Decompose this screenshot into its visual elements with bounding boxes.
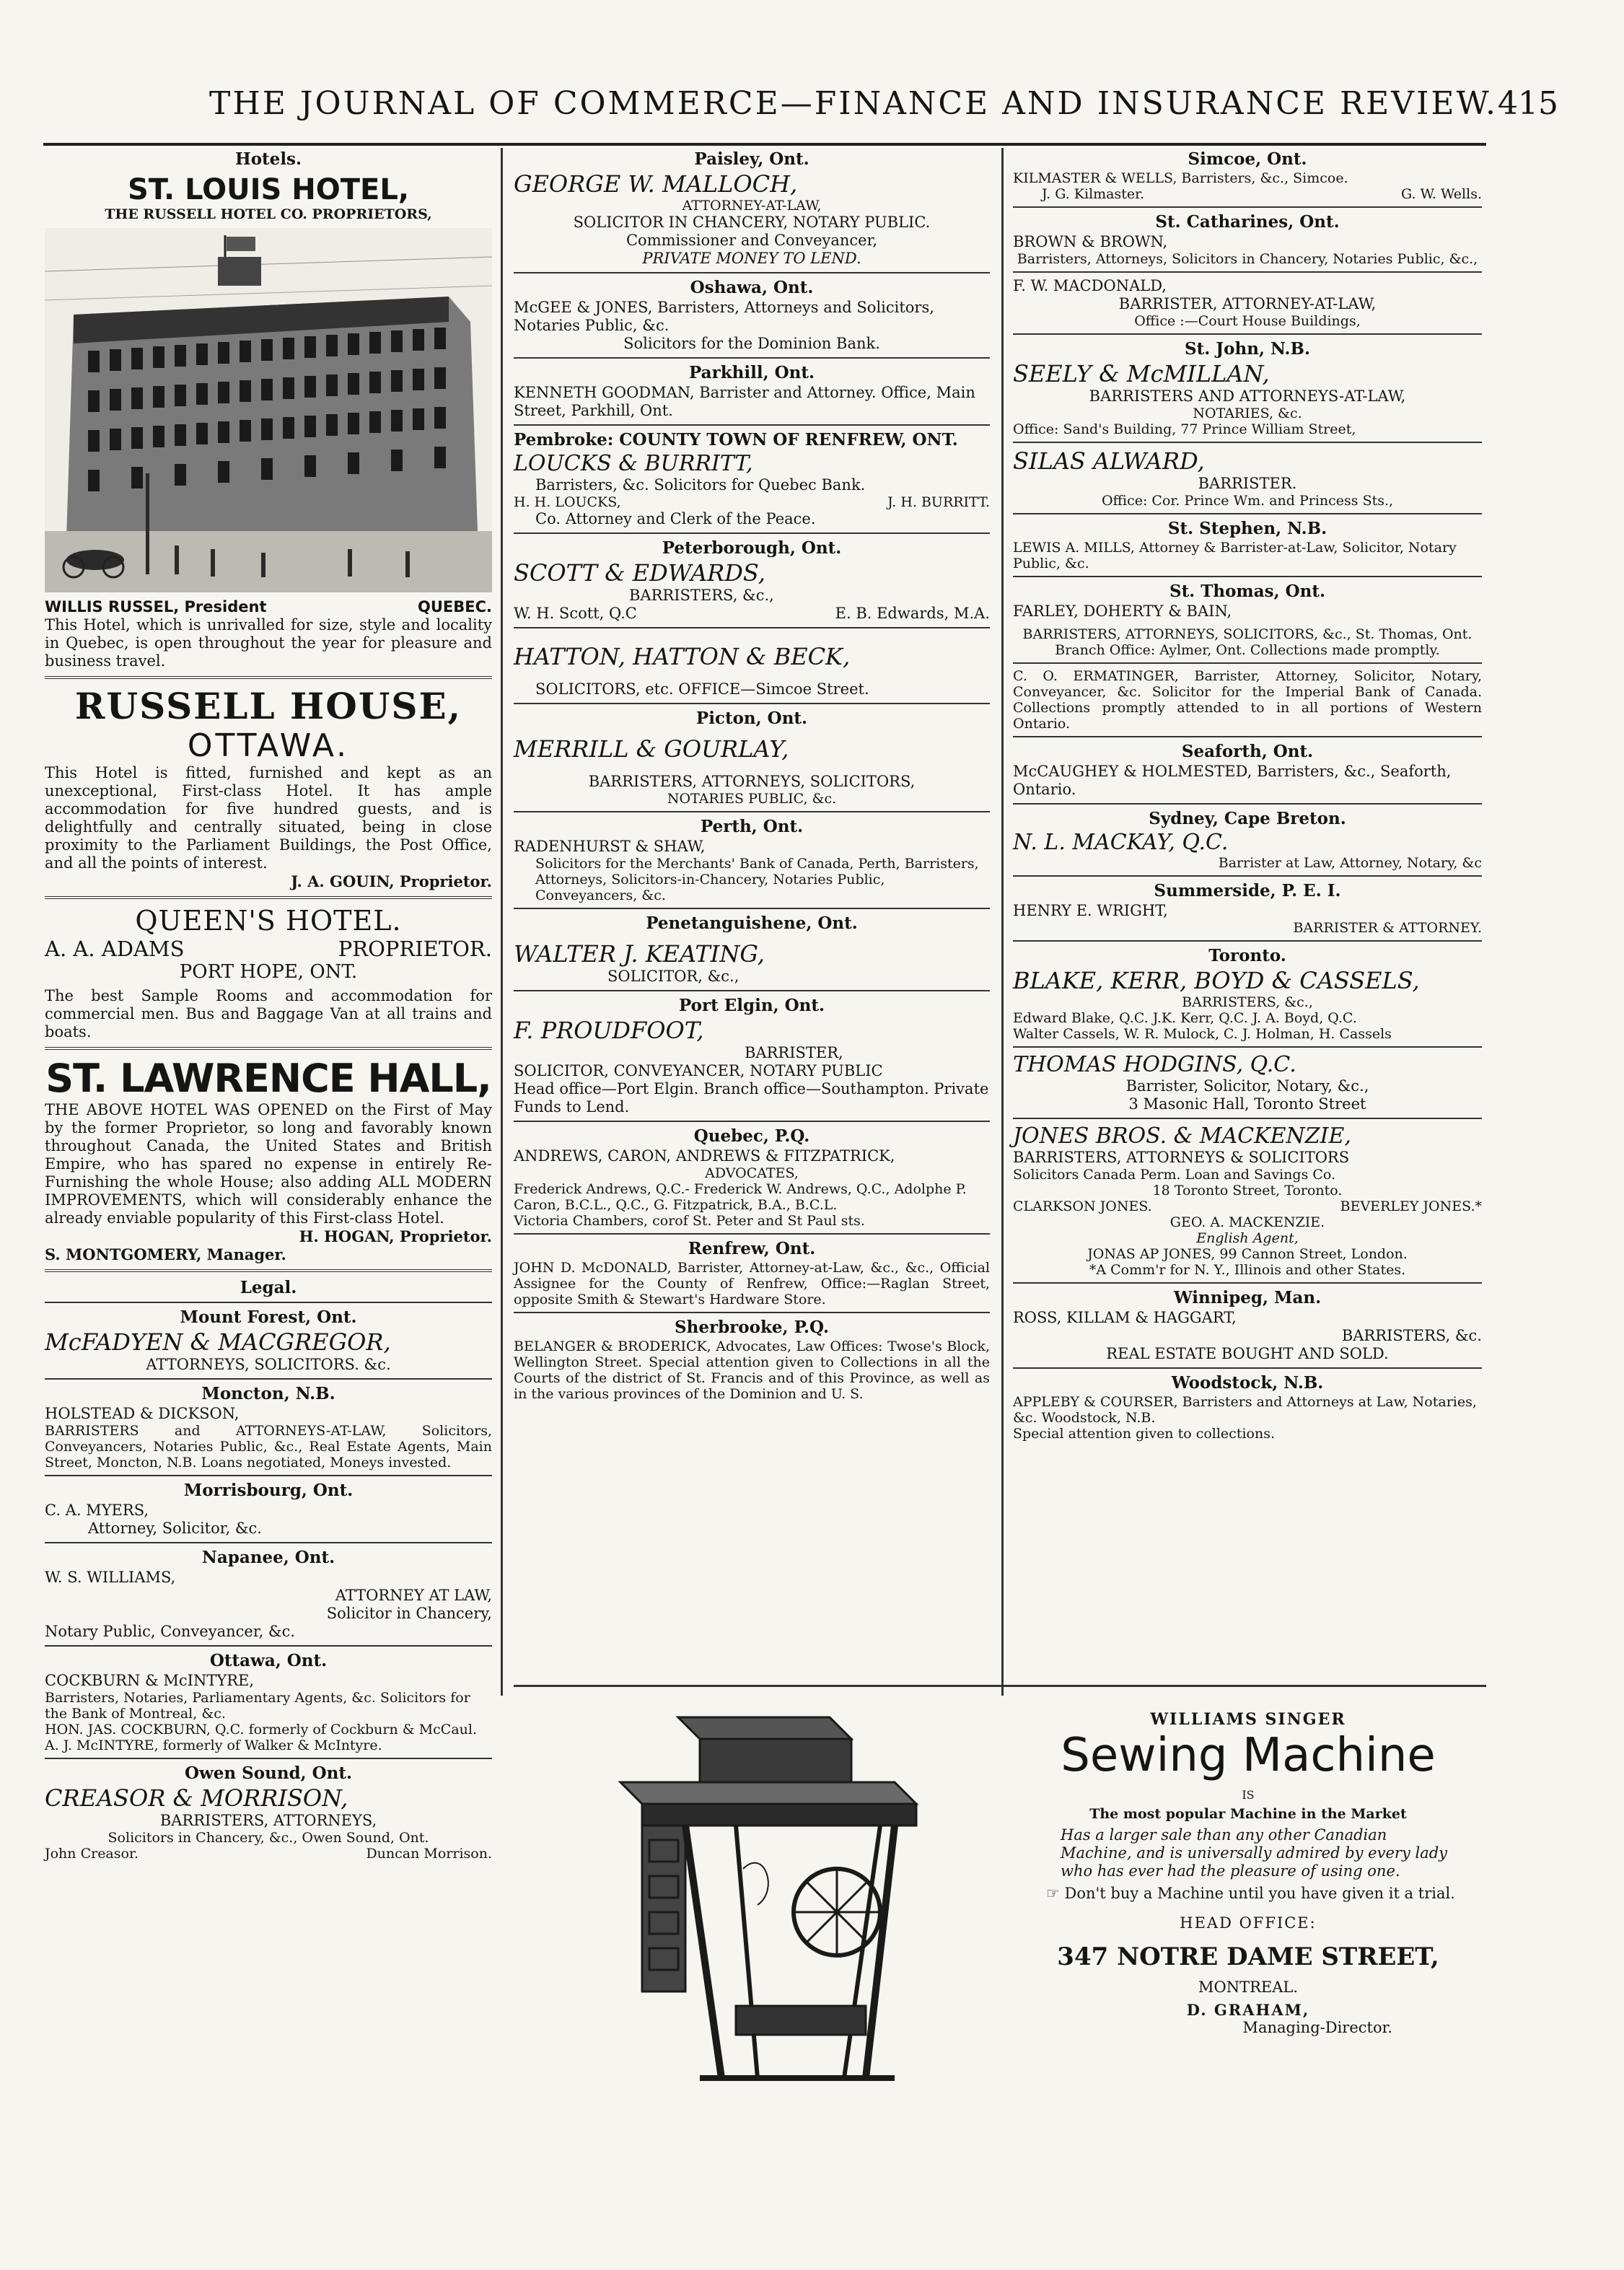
firm-farley-body: BARRISTERS, ATTORNEYS, SOLICITORS, &c., St. Thomas, Ont. Branch Office: Aylmer, Ont. Collections made promptly. [1022,626,1472,658]
name-mackay: N. L. MACKAY, Q.C. [1013,830,1229,855]
place-napanee: Napanee, Ont. [201,1548,335,1567]
firm-ross-l2: REAL ESTATE BOUGHT AND SOLD. [1106,1345,1389,1362]
place-moncton: Moncton, N.B. [201,1384,335,1403]
column-hotels-legal [45,148,492,2089]
place-seaforth: Seaforth, Ont. [1181,742,1314,761]
sewing-tagline: The most popular Machine in the Market [1089,1806,1407,1822]
queens-hotel-body: The best Sample Rooms and accommodation for commercial men. Bus and Baggage Van at all trains and boats. [45,987,492,1040]
sewing-machine-advert [1017,1710,1479,2037]
firm-jones-left: CLARKSON JONES. [1013,1198,1152,1214]
column-divider-2 [1001,148,1004,1696]
firm-loucks-left: H. H. LOUCKS, [514,494,621,510]
firm-appleby: APPLEBY & COURSER, Barristers and Attorneys at Law, Notaries, &c. Woodstock, N.B. [1013,1394,1477,1426]
firm-creasor-desc2: Solicitors in Chancery, &c., Owen Sound, Ont. [107,1830,429,1846]
sewing-machine-cabinet-icon [592,1703,996,2107]
firm-seely-l3: Office: Sand's Building, 77 Prince William Street, [1013,421,1356,437]
place-summerside: Summerside, P. E. I. [1154,881,1341,900]
st-louis-body: This Hotel, which is unrivalled for size, style and locality in Quebec, is open throughout the year for pleasure and business travel. [45,616,492,670]
name-proudfoot-body: Head office—Port Elgin. Branch office—Southampton. Private Funds to Lend. [514,1080,989,1116]
column-divider-1 [501,148,503,1696]
firm-radenhurst-body: Solicitors for the Merchants' Bank of Canada, Perth, Barristers, Attorneys, Solicitors-in-Chancery, Notaries Public, Conveyancers, &c. [535,856,979,903]
firm-blake-sub: BARRISTERS, &c., [1182,994,1313,1010]
place-sydney: Sydney, Cape Breton. [1149,809,1346,828]
place-perth: Perth, Ont. [700,817,804,836]
place-paisley: Paisley, Ont. [694,149,809,169]
sewing-brand: WILLIAMS SINGER [1150,1710,1346,1729]
sewing-role: Managing-Director. [1242,2019,1392,2036]
page-number: 415 [1498,85,1558,122]
firm-seely-sub: BARRISTERS AND ATTORNEYS-AT-LAW, [1089,387,1406,405]
firm-loucks-l1: Barristers, &c. Solicitors for Quebec Bank. [535,476,866,494]
st-lawrence-hall-proprietor: H. HOGAN, Proprietor. [299,1227,492,1245]
name-proudfoot: F. PROUDFOOT, [514,1017,704,1044]
firm-scott-right: E. B. Edwards, M.A. [835,605,990,622]
firm-brown-body: Barristers, Attorneys, Solicitors in Chancery, Notaries Public, &c., [1017,251,1478,267]
name-goodman: KENNETH GOODMAN, Barrister and Attorney. Office, Main Street, Parkhill, Ont. [514,384,975,419]
sewing-city: MONTREAL. [1198,1978,1299,1996]
firm-loucks-right: J. H. BURRITT. [887,494,990,510]
russell-house-body: This Hotel is fitted, furnished and kept as an unexceptional, First-class Hotel. It has ample accommodation for five hundred guests, and is delightfully and centrally situated, being in close proximity to the Parliament Buildings, the Post Office, and all the points of interest. [45,764,492,872]
firm-cockburn-line2: HON. JAS. COCKBURN, Q.C. formerly of Cockburn & McCaul. [45,1722,478,1737]
name-williams-l2: Solicitor in Chancery, [326,1605,492,1622]
firm-loucks-l3: Co. Attorney and Clerk of the Peace. [535,510,816,527]
firm-seely-sub2: NOTARIES, &c. [1193,406,1302,421]
sewing-address: 347 NOTRE DAME STREET, [1057,1942,1439,1971]
firm-jones: JONES BROS. & MACKENZIE, [1013,1123,1351,1149]
sewing-note: Don't buy a Machine until you have given it a trial. [1064,1885,1455,1902]
firm-creasor-left: John Creasor. [45,1846,139,1862]
name-alward-l2: Office: Cor. Prince Wm. and Princess Sts., [1101,493,1394,509]
firm-scott: SCOTT & EDWARDS, [514,559,765,587]
name-macdonald-l2: Office :—Court House Buildings, [1134,313,1361,329]
st-louis-name: ST. LOUIS HOTEL, [127,173,410,206]
name-mills: LEWIS A. MILLS, Attorney & Barrister-at-Law, Solicitor, Notary Public, &c. [1013,540,1457,571]
firm-scott-sub: BARRISTERS, &c., [629,587,774,604]
pointing-hand-icon: ☞ [1046,1885,1065,1902]
name-malloch-sub: ATTORNEY-AT-LAW, [682,198,822,214]
firm-blake-l2: Walter Cassels, W. R. Mulock, C. J. Holman, H. Cassels [1013,1026,1392,1042]
place-sherbrooke: Sherbrooke, P.Q. [675,1318,829,1337]
firm-jones-l7: *A Comm'r for N. Y., Illinois and other States. [1089,1262,1406,1278]
place-oshawa: Oshawa, Ont. [690,278,814,297]
place-port-elgin: Port Elgin, Ont. [679,996,825,1015]
firm-cockburn-body: Barristers, Notaries, Parliamentary Agents, &c. Solicitors for the Bank of Montreal, &c. [45,1690,470,1722]
st-louis-city: QUEBEC. [418,598,492,615]
name-malloch: GEORGE W. MALLOCH, [514,170,798,198]
firm-holstead-body: BARRISTERS and ATTORNEYS-AT-LAW, Solicitors, Conveyancers, Notaries Public, &c., Real Estate Agents, Main Street, Moncton, N.B. Loans negotiated, Moneys invested. [45,1423,492,1471]
firm-blake: BLAKE, KERR, BOYD & CASSELS, [1013,967,1420,994]
header-rule [43,143,1486,146]
russell-house-proprietor: J. A. GOUIN, Proprietor. [291,872,492,890]
firm-hatton-l1: SOLICITORS, etc. OFFICE—Simcoe Street. [535,680,869,698]
name-williams-l3: Notary Public, Conveyancer, &c. [45,1623,296,1640]
sewing-machine-illustration [592,1703,996,2107]
name-keating-sub: SOLICITOR, &c., [607,968,739,985]
name-williams-l1: ATTORNEY AT LAW, [335,1587,492,1604]
firm-merrill: MERRILL & GOURLAY, [514,735,789,763]
place-quebec: Quebec, P.Q. [693,1126,810,1146]
firm-holstead: HOLSTEAD & DICKSON, [45,1405,240,1422]
firm-hatton: HATTON, HATTON & BECK, [514,643,851,670]
firm-jones-l5: English Agent, [1196,1230,1299,1246]
firm-farley: FARLEY, DOHERTY & BAIN, [1013,602,1232,620]
name-malloch-l2: Commissioner and Conveyancer, [626,232,878,249]
sewing-title: Sewing Machine [1061,1729,1436,1782]
name-proudfoot-l1: SOLICITOR, CONVEYANCER, NOTARY PUBLIC [514,1062,883,1079]
firm-mcfadyen-desc: ATTORNEYS, SOLICITORS. &c. [146,1356,391,1373]
firm-radenhurst: RADENHURST & SHAW, [514,838,706,855]
st-louis-president: WILLIS RUSSEL, President [45,598,267,615]
place-parkhill: Parkhill, Ont. [689,363,815,382]
name-proudfoot-sub: BARRISTER, [745,1044,843,1061]
russell-house-city: OTTAWA. [187,727,350,764]
name-mcdonald: JOHN D. McDONALD, Barrister, Attorney-at-Law, &c., &c., Official Assignee for the County of Renfrew, Office:—Raglan Street, opposite Smith & Stewart's Hardware Store. [514,1260,990,1307]
firm-jones-right: BEVERLEY JONES.* [1340,1198,1482,1214]
place-st-thomas: St. Thomas, Ont. [1169,582,1326,601]
firm-ross: ROSS, KILLAM & HAGGART, [1013,1309,1237,1326]
firm-ross-sub: BARRISTERS, &c. [1341,1327,1482,1344]
place-st-stephen: St. Stephen, N.B. [1167,519,1327,538]
sewing-body: Has a larger sale than any other Canadian Machine, and is universally admired by every lady who has ever had the pleasure of using one. [1061,1826,1448,1880]
place-morrisburg: Morrisbourg, Ont. [183,1481,354,1500]
page-header [43,85,1558,128]
place-winnipeg: Winnipeg, Man. [1173,1288,1322,1307]
firm-andrews-l3: Victoria Chambers, corof St. Peter and St Paul sts. [514,1213,865,1229]
firm-jones-l1: Solicitors Canada Perm. Loan and Savings Co. [1013,1167,1336,1183]
firm-jones-l4: GEO. A. MACKENZIE. [1169,1214,1325,1230]
firm-brown: BROWN & BROWN, [1013,233,1168,250]
firm-creasor: CREASOR & MORRISON, [45,1784,348,1812]
place-penetanguishene: Penetanguishene, Ont. [646,913,858,933]
name-macdonald: F. W. MACDONALD, [1013,277,1167,294]
name-wright-sub: BARRISTER & ATTORNEY. [1293,920,1482,936]
column-legal-2 [514,148,990,1696]
queens-hotel-name: QUEEN'S HOTEL. [135,905,402,937]
queens-hotel-city: PORT HOPE, ONT. [179,961,358,983]
firm-merrill-l2: NOTARIES PUBLIC, &c. [667,791,837,807]
name-myers: C. A. MYERS, [45,1502,149,1519]
firm-mcgee: McGEE & JONES, Barristers, Attorneys and Solicitors, Notaries Public, &c. [514,299,934,334]
name-williams: W. S. WILLIAMS, [45,1569,176,1586]
firm-mcfadyen: McFADYEN & MACGREGOR, [45,1328,391,1356]
sewing-is: IS [1242,1788,1255,1802]
name-hodgins-l2: 3 Masonic Hall, Toronto Street [1128,1095,1366,1113]
firm-belanger: BELANGER & BRODERICK, Advocates, Law Offices: Twose's Block, Wellington Street. Special attention given to Collections in all the Courts of the district of St. Francis and of this Province, as well as in the various provinces of the Dominion and U. S. [514,1338,990,1402]
hotel-building-illustration [45,228,492,592]
place-st-catharines: St. Catharines, Ont. [1155,212,1340,232]
firm-appleby-l2: Special attention given to collections. [1013,1426,1275,1442]
firm-jones-l2: 18 Toronto Street, Toronto. [1152,1183,1343,1198]
place-ottawa: Ottawa, Ont. [209,1651,328,1670]
place-woodstock: Woodstock, N.B. [1171,1373,1324,1393]
firm-jones-l6: JONAS AP JONES, 99 Cannon Street, London. [1087,1246,1408,1262]
name-malloch-l1: SOLICITOR IN CHANCERY, NOTARY PUBLIC. [573,214,931,231]
sewing-office-label: HEAD OFFICE: [1180,1914,1317,1932]
firm-mcgee-l2: Solicitors for the Dominion Bank. [623,335,880,352]
name-malloch-l3: PRIVATE MONEY TO LEND. [642,250,861,267]
firm-creasor-right: Duncan Morrison. [366,1846,492,1862]
firm-creasor-desc: BARRISTERS, ATTORNEYS, [159,1812,377,1829]
name-alward-sub: BARRISTER. [1198,475,1297,492]
firm-mccaughey: McCAUGHEY & HOLMESTED, Barristers, &c., Seaforth, Ontario. [1013,763,1452,798]
name-alward: SILAS ALWARD, [1013,447,1205,475]
firm-kilmaster-left: J. G. Kilmaster. [1042,186,1145,202]
russell-house-name: RUSSELL HOUSE, [74,685,462,727]
firm-jones-sub: BARRISTERS, ATTORNEYS & SOLICITORS [1013,1149,1350,1166]
firm-cockburn-line3: A. J. McINTYRE, formerly of Walker & McIntyre. [45,1737,382,1753]
st-lawrence-hall-body: THE ABOVE HOTEL WAS OPENED on the First of May by the former Proprietor, so long and favorably known throughout Canada, the United States and British Empire, who has spared no expense in entirely Re-Furnishing the whole House; also adding ALL MODERN IMPROVEMENTS, which will considerably enhance the already enviable popularity of this First-class Hotel. [45,1101,492,1227]
st-lawrence-hall-name: ST. LAWRENCE HALL, [45,1056,491,1101]
place-simcoe: Simcoe, Ont. [1188,149,1307,169]
name-keating: WALTER J. KEATING, [514,940,765,968]
queens-hotel-proprietor-name: A. A. ADAMS [45,937,185,961]
st-louis-proprietors: THE RUSSELL HOTEL CO. PROPRIETORS, [105,206,432,222]
name-mackay-sub: Barrister at Law, Attorney, Notary, &c [1218,855,1482,871]
firm-merrill-l1: BARRISTERS, ATTORNEYS, SOLICITORS, [588,773,916,790]
place-st-john: St. John, N.B. [1185,339,1310,359]
firm-seely: SEELY & McMILLAN, [1013,360,1270,387]
journal-title: THE JOURNAL OF COMMERCE—FINANCE AND INSURANCE REVIEW. [209,85,1498,122]
name-macdonald-sub: BARRISTER, ATTORNEY-AT-LAW, [1118,295,1377,312]
firm-andrews-sub: ADVOCATES, [705,1165,799,1181]
place-picton: Picton, Ont. [695,709,808,728]
place-owen-sound: Owen Sound, Ont. [184,1763,353,1783]
place-mount-forest: Mount Forest, Ont. [180,1307,357,1327]
name-ermatinger: C. O. ERMATINGER, Barrister, Attorney, Solicitor, Notary, Conveyancer, &c. Solicitor for the Imperial Bank of Canada. Collections promptly attended to in all portions of Western Ontario. [1013,668,1482,732]
queens-hotel-proprietor-label: PROPRIETOR. [338,937,492,961]
name-myers-desc: Attorney, Solicitor, &c. [88,1520,262,1537]
place-renfrew: Renfrew, Ont. [688,1239,816,1258]
section-title-hotels: Hotels. [234,149,302,169]
section-title-legal: Legal. [240,1278,297,1297]
place-peterborough: Peterborough, Ont. [662,538,842,558]
st-lawrence-hall-manager: S. MONTGOMERY, Manager. [45,1245,286,1263]
firm-andrews-body: Frederick Andrews, Q.C.- Frederick W. Andrews, Q.C., Adolphe P. Caron, B.C.L., Q.C., G. Fitzpatrick, B.A., B.C.L. [514,1181,967,1213]
name-hodgins-sub: Barrister, Solicitor, Notary, &c., [1125,1077,1369,1095]
firm-andrews: ANDREWS, CARON, ANDREWS & FITZPATRICK, [514,1147,895,1165]
firm-kilmaster-right: G. W. Wells. [1400,186,1482,202]
firm-blake-l1: Edward Blake, Q.C. J.K. Kerr, Q.C. J. A. Boyd, Q.C. [1013,1010,1357,1026]
firm-cockburn: COCKBURN & McINTYRE, [45,1672,255,1689]
firm-kilmaster: KILMASTER & WELLS, Barristers, &c., Simcoe. [1013,170,1348,186]
name-hodgins: THOMAS HODGINS, Q.C. [1013,1052,1296,1077]
column-legal-3 [1013,148,1482,1696]
st-louis-hotel-engraving [45,228,492,592]
name-wright: HENRY E. WRIGHT, [1013,902,1168,919]
place-pembroke: Pembroke: COUNTY TOWN OF RENFREW, ONT. [514,430,958,450]
firm-loucks: LOUCKS & BURRITT, [514,451,753,476]
firm-scott-left: W. H. Scott, Q.C [514,605,637,622]
place-toronto: Toronto. [1208,946,1286,965]
sewing-name: D. GRAHAM, [1186,2001,1310,2019]
